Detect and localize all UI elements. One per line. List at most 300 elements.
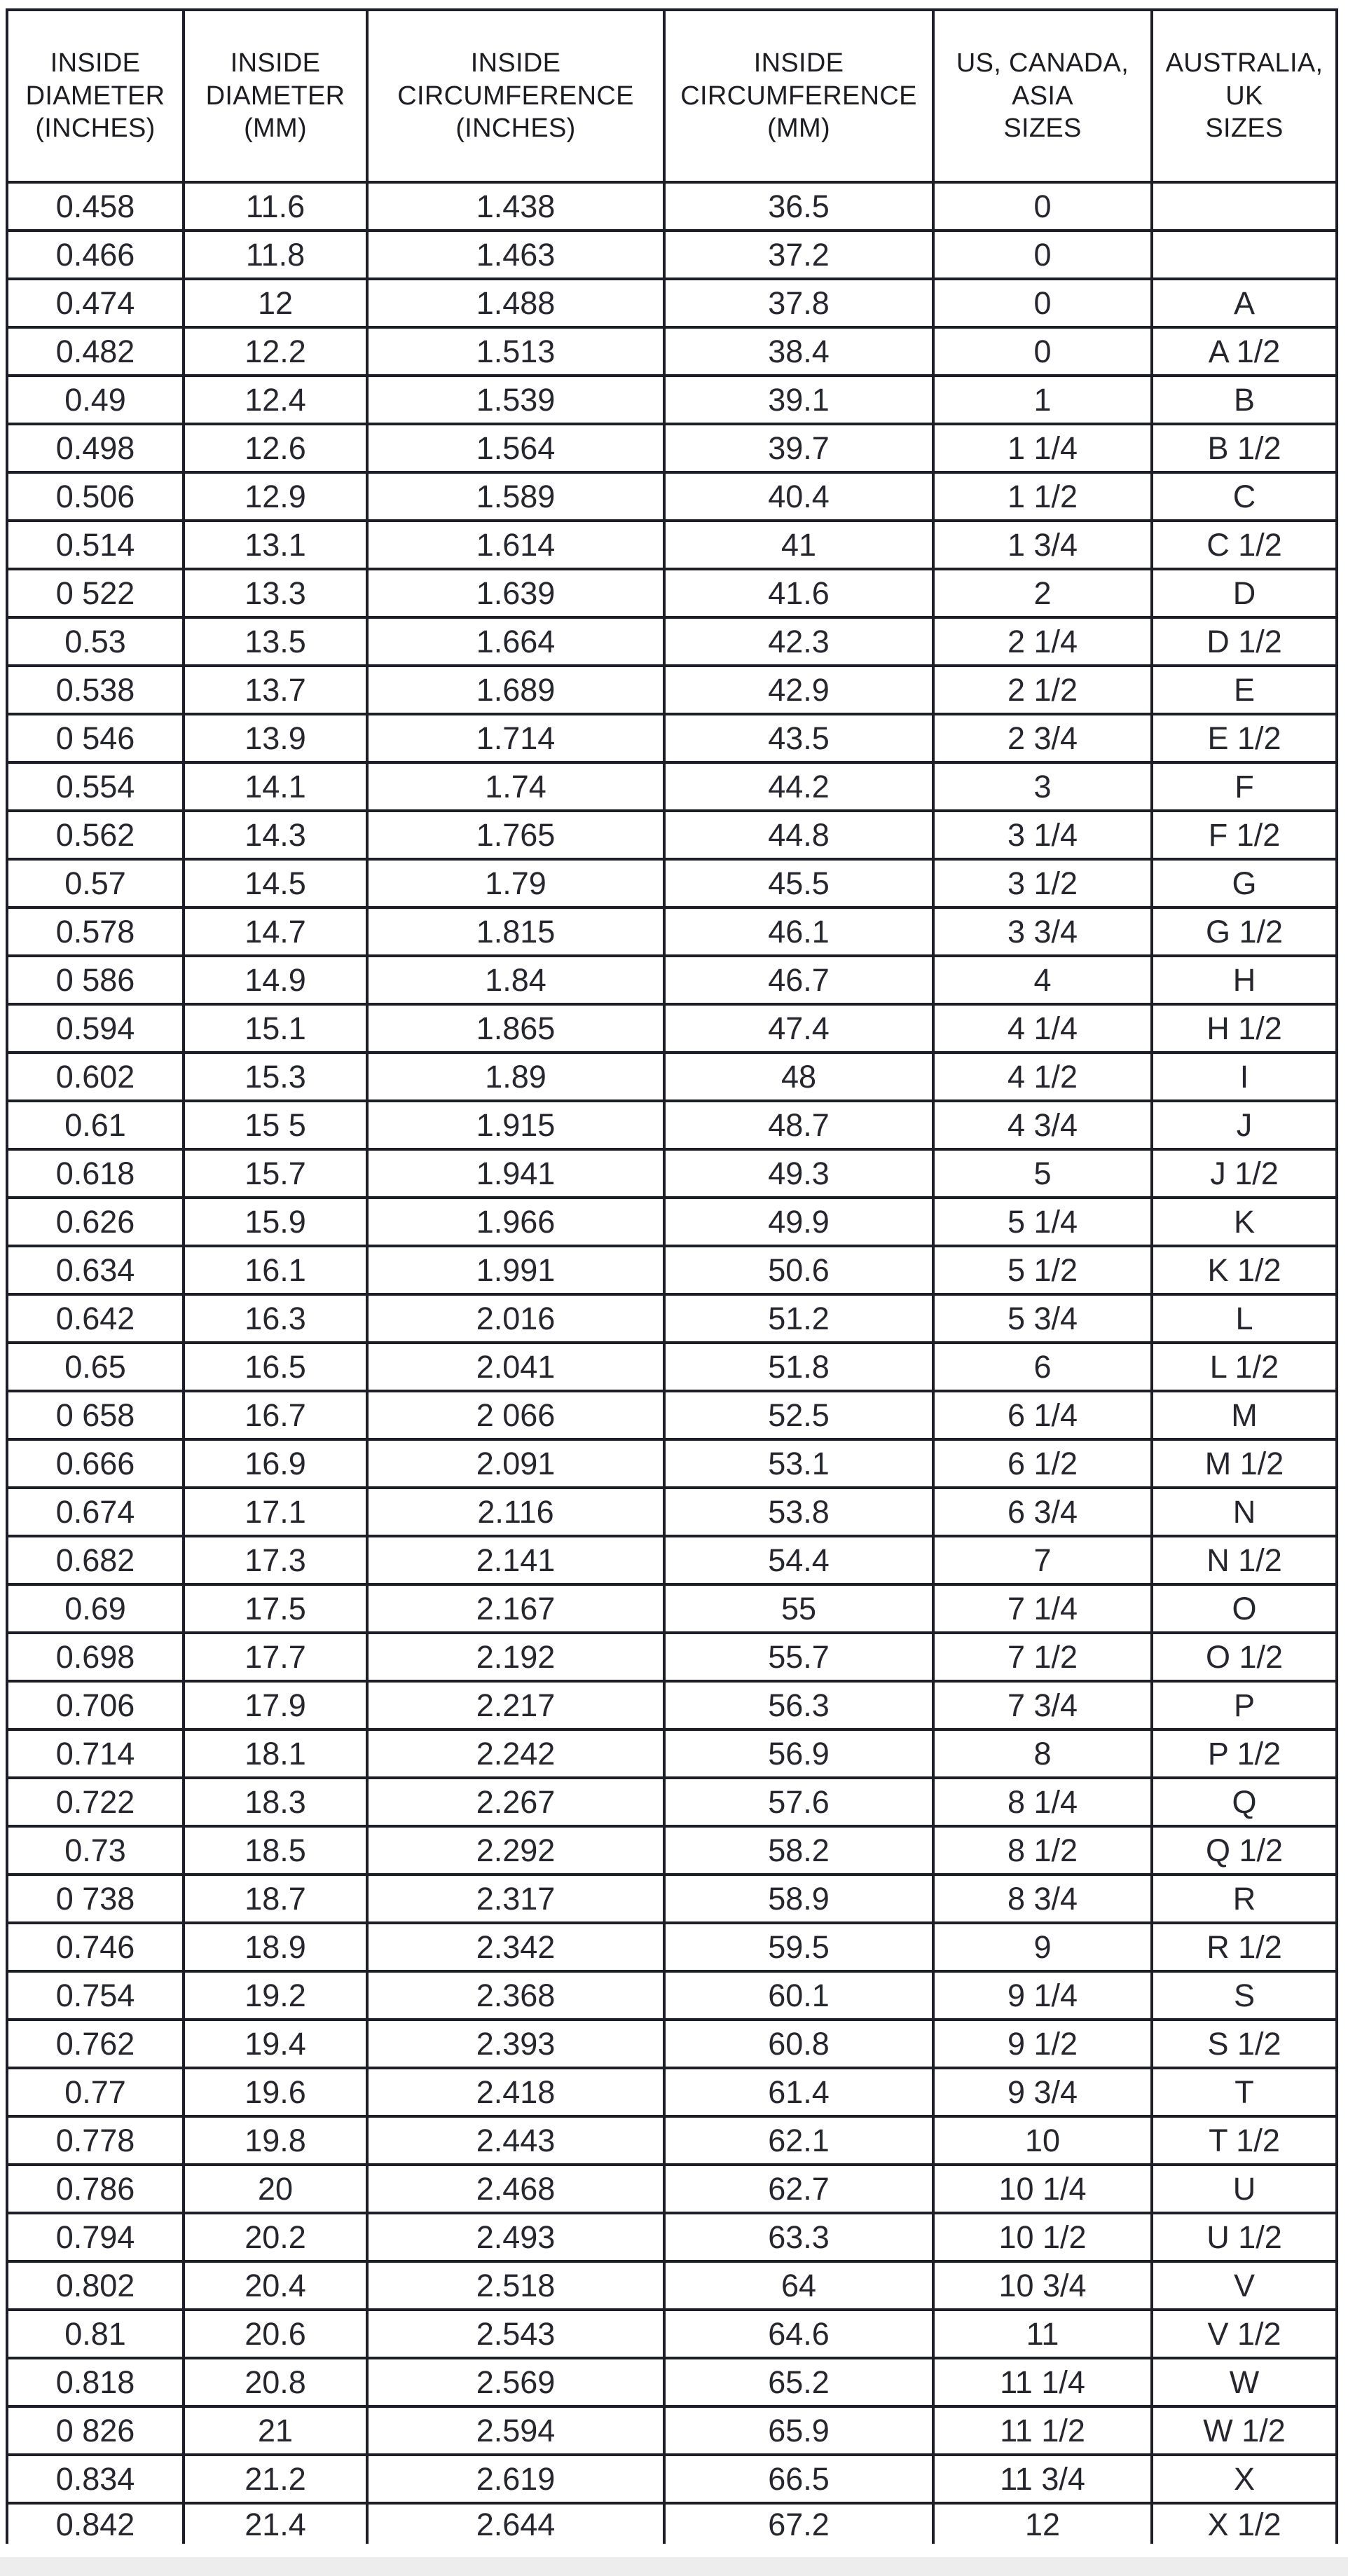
header-line: CIRCUMFERENCE bbox=[680, 81, 917, 111]
us-canada-asia-size-cell: 10 bbox=[933, 2116, 1152, 2165]
table-row bbox=[7, 1053, 1337, 1101]
inside-diameter-mm-cell: 17.3 bbox=[184, 1536, 367, 1584]
table-row bbox=[7, 1294, 1337, 1343]
australia-uk-size-cell: I bbox=[1152, 1053, 1337, 1101]
inside-circumference-inches-cell: 2.267 bbox=[367, 1778, 664, 1826]
us-canada-asia-size-cell: 1 3/4 bbox=[933, 521, 1152, 569]
inside-diameter-mm-cell: 15.7 bbox=[184, 1149, 367, 1198]
inside-circumference-inches-cell: 2.468 bbox=[367, 2165, 664, 2213]
inside-diameter-mm-cell: 13.5 bbox=[184, 617, 367, 666]
table-row bbox=[7, 1439, 1337, 1488]
inside-circumference-mm-cell: 52.5 bbox=[664, 1391, 933, 1439]
us-canada-asia-size-cell: 4 1/4 bbox=[933, 1004, 1152, 1053]
inside-circumference-mm-cell: 42.9 bbox=[664, 666, 933, 714]
inside-diameter-inches-cell: 0 546 bbox=[7, 714, 184, 762]
inside-diameter-inches-cell: 0.578 bbox=[7, 907, 184, 956]
inside-circumference-inches-cell: 1.589 bbox=[367, 472, 664, 521]
table-header bbox=[7, 10, 1337, 182]
inside-diameter-inches-cell: 0.746 bbox=[7, 1923, 184, 1971]
table-row bbox=[7, 762, 1337, 811]
us-canada-asia-size-cell: 8 1/2 bbox=[933, 1826, 1152, 1875]
inside-circumference-inches-cell: 2.368 bbox=[367, 1971, 664, 2020]
inside-circumference-mm-cell: 44.8 bbox=[664, 811, 933, 859]
us-canada-asia-size-cell: 3 1/4 bbox=[933, 811, 1152, 859]
inside-diameter-mm-cell: 20.4 bbox=[184, 2261, 367, 2310]
inside-diameter-inches-cell: 0.77 bbox=[7, 2068, 184, 2116]
table-row bbox=[7, 617, 1337, 666]
inside-circumference-mm-cell: 46.7 bbox=[664, 956, 933, 1004]
australia-uk-size-cell: M bbox=[1152, 1391, 1337, 1439]
inside-diameter-mm-cell: 19.4 bbox=[184, 2020, 367, 2068]
inside-circumference-mm-cell: 67.2 bbox=[664, 2503, 933, 2544]
inside-diameter-mm-cell: 12.6 bbox=[184, 424, 367, 472]
inside-circumference-mm-cell: 62.7 bbox=[664, 2165, 933, 2213]
us-canada-asia-size-cell: 12 bbox=[933, 2503, 1152, 2544]
inside-diameter-mm-cell: 13.3 bbox=[184, 569, 367, 617]
inside-circumference-inches-cell: 1.84 bbox=[367, 956, 664, 1004]
inside-diameter-inches-cell: 0.69 bbox=[7, 1584, 184, 1633]
table-row bbox=[7, 231, 1337, 279]
inside-circumference-mm-cell: 46.1 bbox=[664, 907, 933, 956]
australia-uk-size-cell: X bbox=[1152, 2455, 1337, 2503]
inside-circumference-mm-cell: 58.9 bbox=[664, 1875, 933, 1923]
table-row bbox=[7, 2406, 1337, 2455]
header-line: DIAMETER bbox=[25, 81, 165, 111]
table-row bbox=[7, 2261, 1337, 2310]
us-canada-asia-size-cell: 3 bbox=[933, 762, 1152, 811]
inside-circumference-mm-cell: 64.6 bbox=[664, 2310, 933, 2358]
inside-circumference-mm-cell: 63.3 bbox=[664, 2213, 933, 2261]
us-canada-asia-size-cell: 6 3/4 bbox=[933, 1488, 1152, 1536]
inside-diameter-inches-cell: 0.786 bbox=[7, 2165, 184, 2213]
table-row bbox=[7, 376, 1337, 424]
inside-diameter-mm-cell: 16.9 bbox=[184, 1439, 367, 1488]
table-row bbox=[7, 1101, 1337, 1149]
table-row bbox=[7, 1343, 1337, 1391]
australia-uk-size-cell: R bbox=[1152, 1875, 1337, 1923]
us-canada-asia-size-cell: 0 bbox=[933, 327, 1152, 376]
table-row bbox=[7, 1004, 1337, 1053]
australia-uk-size-cell: J bbox=[1152, 1101, 1337, 1149]
us-canada-asia-size-cell: 4 3/4 bbox=[933, 1101, 1152, 1149]
inside-diameter-inches-cell: 0.842 bbox=[7, 2503, 184, 2544]
inside-diameter-inches-cell: 0.714 bbox=[7, 1729, 184, 1778]
inside-diameter-mm-cell: 14.5 bbox=[184, 859, 367, 907]
header-inside-circumference-inches bbox=[367, 10, 664, 182]
inside-diameter-inches-cell: 0.818 bbox=[7, 2358, 184, 2406]
header-inside-diameter-inches bbox=[7, 10, 184, 182]
inside-circumference-mm-cell: 41 bbox=[664, 521, 933, 569]
table-row bbox=[7, 424, 1337, 472]
header-line: INSIDE bbox=[753, 48, 844, 78]
us-canada-asia-size-cell: 10 3/4 bbox=[933, 2261, 1152, 2310]
inside-circumference-inches-cell: 1.915 bbox=[367, 1101, 664, 1149]
australia-uk-size-cell: G bbox=[1152, 859, 1337, 907]
inside-diameter-mm-cell: 16.5 bbox=[184, 1343, 367, 1391]
us-canada-asia-size-cell: 0 bbox=[933, 182, 1152, 231]
inside-circumference-mm-cell: 55 bbox=[664, 1584, 933, 1633]
australia-uk-size-cell: F 1/2 bbox=[1152, 811, 1337, 859]
inside-circumference-mm-cell: 66.5 bbox=[664, 2455, 933, 2503]
inside-diameter-mm-cell: 11.8 bbox=[184, 231, 367, 279]
australia-uk-size-cell: P 1/2 bbox=[1152, 1729, 1337, 1778]
inside-circumference-inches-cell: 2.569 bbox=[367, 2358, 664, 2406]
inside-circumference-mm-cell: 54.4 bbox=[664, 1536, 933, 1584]
inside-diameter-mm-cell: 12.9 bbox=[184, 472, 367, 521]
table-row bbox=[7, 907, 1337, 956]
us-canada-asia-size-cell: 3 3/4 bbox=[933, 907, 1152, 956]
inside-diameter-inches-cell: 0.754 bbox=[7, 1971, 184, 2020]
us-canada-asia-size-cell: 7 3/4 bbox=[933, 1681, 1152, 1729]
australia-uk-size-cell: P bbox=[1152, 1681, 1337, 1729]
australia-uk-size-cell: N bbox=[1152, 1488, 1337, 1536]
us-canada-asia-size-cell: 7 1/4 bbox=[933, 1584, 1152, 1633]
us-canada-asia-size-cell: 5 1/4 bbox=[933, 1198, 1152, 1246]
australia-uk-size-cell: U bbox=[1152, 2165, 1337, 2213]
inside-diameter-inches-cell: 0.466 bbox=[7, 231, 184, 279]
inside-diameter-mm-cell: 18.9 bbox=[184, 1923, 367, 1971]
inside-diameter-mm-cell: 18.5 bbox=[184, 1826, 367, 1875]
inside-diameter-mm-cell: 21.4 bbox=[184, 2503, 367, 2544]
inside-diameter-inches-cell: 0.482 bbox=[7, 327, 184, 376]
inside-diameter-inches-cell: 0 738 bbox=[7, 1875, 184, 1923]
inside-circumference-inches-cell: 1.639 bbox=[367, 569, 664, 617]
header-line: (MM) bbox=[244, 114, 307, 144]
header-row bbox=[7, 10, 1337, 182]
inside-circumference-inches-cell: 1.564 bbox=[367, 424, 664, 472]
us-canada-asia-size-cell: 5 3/4 bbox=[933, 1294, 1152, 1343]
inside-diameter-inches-cell: 0.674 bbox=[7, 1488, 184, 1536]
inside-circumference-mm-cell: 64 bbox=[664, 2261, 933, 2310]
inside-diameter-inches-cell: 0.642 bbox=[7, 1294, 184, 1343]
australia-uk-size-cell bbox=[1152, 231, 1337, 279]
us-canada-asia-size-cell: 8 bbox=[933, 1729, 1152, 1778]
inside-circumference-inches-cell: 1.539 bbox=[367, 376, 664, 424]
inside-circumference-inches-cell: 2.594 bbox=[367, 2406, 664, 2455]
header-line: INSIDE bbox=[50, 48, 141, 78]
australia-uk-size-cell: O bbox=[1152, 1584, 1337, 1633]
inside-diameter-mm-cell: 18.7 bbox=[184, 1875, 367, 1923]
australia-uk-size-cell: H bbox=[1152, 956, 1337, 1004]
inside-diameter-mm-cell: 17.9 bbox=[184, 1681, 367, 1729]
inside-circumference-inches-cell: 2.292 bbox=[367, 1826, 664, 1875]
header-line: (INCHES) bbox=[35, 114, 156, 144]
table-row bbox=[7, 1875, 1337, 1923]
inside-diameter-inches-cell: 0 658 bbox=[7, 1391, 184, 1439]
table-row bbox=[7, 1246, 1337, 1294]
inside-circumference-inches-cell: 2.393 bbox=[367, 2020, 664, 2068]
inside-circumference-mm-cell: 44.2 bbox=[664, 762, 933, 811]
header-line: AUSTRALIA, bbox=[1165, 48, 1323, 78]
inside-circumference-inches-cell: 1.79 bbox=[367, 859, 664, 907]
us-canada-asia-size-cell: 1 1/4 bbox=[933, 424, 1152, 472]
table-row bbox=[7, 1681, 1337, 1729]
us-canada-asia-size-cell: 5 1/2 bbox=[933, 1246, 1152, 1294]
inside-diameter-inches-cell: 0.57 bbox=[7, 859, 184, 907]
us-canada-asia-size-cell: 2 1/2 bbox=[933, 666, 1152, 714]
inside-diameter-inches-cell: 0.602 bbox=[7, 1053, 184, 1101]
header-inside-diameter-mm bbox=[184, 10, 367, 182]
australia-uk-size-cell: Q 1/2 bbox=[1152, 1826, 1337, 1875]
inside-circumference-mm-cell: 51.2 bbox=[664, 1294, 933, 1343]
inside-circumference-inches-cell: 1.438 bbox=[367, 182, 664, 231]
inside-circumference-mm-cell: 57.6 bbox=[664, 1778, 933, 1826]
inside-circumference-mm-cell: 62.1 bbox=[664, 2116, 933, 2165]
inside-diameter-inches-cell: 0.49 bbox=[7, 376, 184, 424]
table-row bbox=[7, 1971, 1337, 2020]
inside-circumference-mm-cell: 48 bbox=[664, 1053, 933, 1101]
inside-circumference-mm-cell: 61.4 bbox=[664, 2068, 933, 2116]
inside-diameter-mm-cell: 14.7 bbox=[184, 907, 367, 956]
inside-diameter-inches-cell: 0.706 bbox=[7, 1681, 184, 1729]
table-row bbox=[7, 1584, 1337, 1633]
header-line: ASIA bbox=[1012, 81, 1073, 111]
inside-diameter-inches-cell: 0.682 bbox=[7, 1536, 184, 1584]
inside-diameter-mm-cell: 13.1 bbox=[184, 521, 367, 569]
inside-circumference-inches-cell: 1.815 bbox=[367, 907, 664, 956]
us-canada-asia-size-cell: 9 1/2 bbox=[933, 2020, 1152, 2068]
inside-circumference-mm-cell: 59.5 bbox=[664, 1923, 933, 1971]
inside-diameter-mm-cell: 17.7 bbox=[184, 1633, 367, 1681]
table-row bbox=[7, 1149, 1337, 1198]
australia-uk-size-cell: H 1/2 bbox=[1152, 1004, 1337, 1053]
inside-diameter-mm-cell: 21.2 bbox=[184, 2455, 367, 2503]
inside-circumference-mm-cell: 53.1 bbox=[664, 1439, 933, 1488]
inside-circumference-mm-cell: 40.4 bbox=[664, 472, 933, 521]
inside-circumference-inches-cell: 2.016 bbox=[367, 1294, 664, 1343]
inside-circumference-inches-cell: 1.463 bbox=[367, 231, 664, 279]
inside-circumference-inches-cell: 2.217 bbox=[367, 1681, 664, 1729]
inside-circumference-mm-cell: 53.8 bbox=[664, 1488, 933, 1536]
inside-circumference-inches-cell: 1.966 bbox=[367, 1198, 664, 1246]
header-us-canada-asia-sizes bbox=[933, 10, 1152, 182]
header-line: SIZES bbox=[1205, 114, 1284, 144]
table-row bbox=[7, 2165, 1337, 2213]
inside-circumference-inches-cell: 1.74 bbox=[367, 762, 664, 811]
inside-circumference-inches-cell: 2.192 bbox=[367, 1633, 664, 1681]
inside-circumference-mm-cell: 65.2 bbox=[664, 2358, 933, 2406]
australia-uk-size-cell: N 1/2 bbox=[1152, 1536, 1337, 1584]
table-row bbox=[7, 521, 1337, 569]
header-australia-uk-sizes bbox=[1152, 10, 1337, 182]
table-row bbox=[7, 182, 1337, 231]
inside-circumference-mm-cell: 37.8 bbox=[664, 279, 933, 327]
inside-circumference-mm-cell: 49.9 bbox=[664, 1198, 933, 1246]
australia-uk-size-cell: V bbox=[1152, 2261, 1337, 2310]
us-canada-asia-size-cell: 9 1/4 bbox=[933, 1971, 1152, 2020]
inside-circumference-mm-cell: 36.5 bbox=[664, 182, 933, 231]
inside-circumference-inches-cell: 1.991 bbox=[367, 1246, 664, 1294]
australia-uk-size-cell bbox=[1152, 182, 1337, 231]
us-canada-asia-size-cell: 3 1/2 bbox=[933, 859, 1152, 907]
australia-uk-size-cell: W 1/2 bbox=[1152, 2406, 1337, 2455]
inside-diameter-inches-cell: 0.506 bbox=[7, 472, 184, 521]
inside-circumference-inches-cell: 2.167 bbox=[367, 1584, 664, 1633]
inside-diameter-inches-cell: 0.498 bbox=[7, 424, 184, 472]
inside-circumference-inches-cell: 2.041 bbox=[367, 1343, 664, 1391]
table-row bbox=[7, 279, 1337, 327]
header-line: (INCHES) bbox=[455, 114, 576, 144]
inside-diameter-mm-cell: 20 bbox=[184, 2165, 367, 2213]
inside-circumference-inches-cell: 2.141 bbox=[367, 1536, 664, 1584]
inside-diameter-mm-cell: 20.2 bbox=[184, 2213, 367, 2261]
table-row bbox=[7, 1729, 1337, 1778]
australia-uk-size-cell: X 1/2 bbox=[1152, 2503, 1337, 2544]
australia-uk-size-cell: C bbox=[1152, 472, 1337, 521]
us-canada-asia-size-cell: 11 1/2 bbox=[933, 2406, 1152, 2455]
inside-diameter-mm-cell: 11.6 bbox=[184, 182, 367, 231]
table-row bbox=[7, 1536, 1337, 1584]
australia-uk-size-cell: R 1/2 bbox=[1152, 1923, 1337, 1971]
inside-diameter-inches-cell: 0.802 bbox=[7, 2261, 184, 2310]
us-canada-asia-size-cell: 8 1/4 bbox=[933, 1778, 1152, 1826]
inside-circumference-mm-cell: 56.3 bbox=[664, 1681, 933, 1729]
us-canada-asia-size-cell: 4 1/2 bbox=[933, 1053, 1152, 1101]
australia-uk-size-cell: T bbox=[1152, 2068, 1337, 2116]
australia-uk-size-cell: F bbox=[1152, 762, 1337, 811]
inside-diameter-mm-cell: 21 bbox=[184, 2406, 367, 2455]
inside-circumference-inches-cell: 1.865 bbox=[367, 1004, 664, 1053]
inside-diameter-mm-cell: 15.9 bbox=[184, 1198, 367, 1246]
us-canada-asia-size-cell: 9 bbox=[933, 1923, 1152, 1971]
inside-circumference-mm-cell: 56.9 bbox=[664, 1729, 933, 1778]
table-row bbox=[7, 2213, 1337, 2261]
ring-size-table bbox=[6, 8, 1338, 2544]
australia-uk-size-cell: S 1/2 bbox=[1152, 2020, 1337, 2068]
table-row bbox=[7, 2068, 1337, 2116]
us-canada-asia-size-cell: 2 1/4 bbox=[933, 617, 1152, 666]
us-canada-asia-size-cell: 7 bbox=[933, 1536, 1152, 1584]
inside-diameter-inches-cell: 0.698 bbox=[7, 1633, 184, 1681]
australia-uk-size-cell: Q bbox=[1152, 1778, 1337, 1826]
us-canada-asia-size-cell: 4 bbox=[933, 956, 1152, 1004]
inside-circumference-inches-cell: 2.493 bbox=[367, 2213, 664, 2261]
table-row bbox=[7, 1198, 1337, 1246]
inside-diameter-mm-cell: 15.3 bbox=[184, 1053, 367, 1101]
inside-diameter-mm-cell: 12 bbox=[184, 279, 367, 327]
australia-uk-size-cell: L bbox=[1152, 1294, 1337, 1343]
inside-diameter-inches-cell: 0.666 bbox=[7, 1439, 184, 1488]
table-row bbox=[7, 327, 1337, 376]
inside-circumference-mm-cell: 50.6 bbox=[664, 1246, 933, 1294]
header-line: US, CANADA, bbox=[956, 48, 1129, 78]
inside-circumference-mm-cell: 39.7 bbox=[664, 424, 933, 472]
australia-uk-size-cell: U 1/2 bbox=[1152, 2213, 1337, 2261]
inside-diameter-mm-cell: 14.1 bbox=[184, 762, 367, 811]
inside-circumference-inches-cell: 1.614 bbox=[367, 521, 664, 569]
table-row bbox=[7, 666, 1337, 714]
australia-uk-size-cell: B bbox=[1152, 376, 1337, 424]
header-line: INSIDE bbox=[230, 48, 321, 78]
us-canada-asia-size-cell: 10 1/2 bbox=[933, 2213, 1152, 2261]
inside-diameter-inches-cell: 0.634 bbox=[7, 1246, 184, 1294]
table-row bbox=[7, 2455, 1337, 2503]
us-canada-asia-size-cell: 5 bbox=[933, 1149, 1152, 1198]
inside-circumference-inches-cell: 1.941 bbox=[367, 1149, 664, 1198]
inside-diameter-inches-cell: 0.834 bbox=[7, 2455, 184, 2503]
inside-circumference-mm-cell: 51.8 bbox=[664, 1343, 933, 1391]
us-canada-asia-size-cell: 8 3/4 bbox=[933, 1875, 1152, 1923]
inside-diameter-inches-cell: 0.514 bbox=[7, 521, 184, 569]
australia-uk-size-cell: V 1/2 bbox=[1152, 2310, 1337, 2358]
australia-uk-size-cell: L 1/2 bbox=[1152, 1343, 1337, 1391]
inside-diameter-mm-cell: 17.1 bbox=[184, 1488, 367, 1536]
inside-diameter-mm-cell: 14.9 bbox=[184, 956, 367, 1004]
australia-uk-size-cell: J 1/2 bbox=[1152, 1149, 1337, 1198]
inside-diameter-mm-cell: 18.3 bbox=[184, 1778, 367, 1826]
table-row bbox=[7, 1391, 1337, 1439]
inside-diameter-mm-cell: 16.7 bbox=[184, 1391, 367, 1439]
inside-circumference-inches-cell: 2.342 bbox=[367, 1923, 664, 1971]
inside-diameter-mm-cell: 16.1 bbox=[184, 1246, 367, 1294]
inside-diameter-inches-cell: 0.722 bbox=[7, 1778, 184, 1826]
us-canada-asia-size-cell: 6 1/2 bbox=[933, 1439, 1152, 1488]
table-body bbox=[7, 182, 1337, 2544]
table-row bbox=[7, 1923, 1337, 1971]
inside-circumference-mm-cell: 49.3 bbox=[664, 1149, 933, 1198]
australia-uk-size-cell: K 1/2 bbox=[1152, 1246, 1337, 1294]
inside-diameter-mm-cell: 19.8 bbox=[184, 2116, 367, 2165]
australia-uk-size-cell: C 1/2 bbox=[1152, 521, 1337, 569]
inside-circumference-inches-cell: 1.89 bbox=[367, 1053, 664, 1101]
australia-uk-size-cell: T 1/2 bbox=[1152, 2116, 1337, 2165]
table-row bbox=[7, 1633, 1337, 1681]
inside-diameter-inches-cell: 0.65 bbox=[7, 1343, 184, 1391]
inside-circumference-mm-cell: 41.6 bbox=[664, 569, 933, 617]
inside-circumference-inches-cell: 1.488 bbox=[367, 279, 664, 327]
header-inside-circumference-mm bbox=[664, 10, 933, 182]
us-canada-asia-size-cell: 0 bbox=[933, 231, 1152, 279]
inside-circumference-inches-cell: 2.443 bbox=[367, 2116, 664, 2165]
us-canada-asia-size-cell: 6 1/4 bbox=[933, 1391, 1152, 1439]
inside-circumference-mm-cell: 42.3 bbox=[664, 617, 933, 666]
inside-diameter-inches-cell: 0.538 bbox=[7, 666, 184, 714]
australia-uk-size-cell: M 1/2 bbox=[1152, 1439, 1337, 1488]
table-row bbox=[7, 2020, 1337, 2068]
australia-uk-size-cell: G 1/2 bbox=[1152, 907, 1337, 956]
inside-circumference-mm-cell: 43.5 bbox=[664, 714, 933, 762]
australia-uk-size-cell: K bbox=[1152, 1198, 1337, 1246]
table-row bbox=[7, 811, 1337, 859]
inside-circumference-inches-cell: 1.689 bbox=[367, 666, 664, 714]
inside-circumference-inches-cell: 1.714 bbox=[367, 714, 664, 762]
inside-circumference-inches-cell: 2.418 bbox=[367, 2068, 664, 2116]
australia-uk-size-cell: O 1/2 bbox=[1152, 1633, 1337, 1681]
table-row bbox=[7, 472, 1337, 521]
inside-circumference-mm-cell: 58.2 bbox=[664, 1826, 933, 1875]
us-canada-asia-size-cell: 2 3/4 bbox=[933, 714, 1152, 762]
inside-circumference-inches-cell: 2 066 bbox=[367, 1391, 664, 1439]
inside-circumference-inches-cell: 2.518 bbox=[367, 2261, 664, 2310]
inside-circumference-inches-cell: 2.644 bbox=[367, 2503, 664, 2544]
table-row bbox=[7, 2503, 1337, 2544]
header-line: UK bbox=[1225, 81, 1263, 111]
inside-diameter-inches-cell: 0.73 bbox=[7, 1826, 184, 1875]
inside-circumference-inches-cell: 2.091 bbox=[367, 1439, 664, 1488]
table-row bbox=[7, 569, 1337, 617]
inside-diameter-inches-cell: 0 586 bbox=[7, 956, 184, 1004]
inside-circumference-inches-cell: 2.543 bbox=[367, 2310, 664, 2358]
inside-diameter-inches-cell: 0.778 bbox=[7, 2116, 184, 2165]
inside-circumference-mm-cell: 47.4 bbox=[664, 1004, 933, 1053]
us-canada-asia-size-cell: 1 bbox=[933, 376, 1152, 424]
us-canada-asia-size-cell: 11 bbox=[933, 2310, 1152, 2358]
inside-diameter-inches-cell: 0.458 bbox=[7, 182, 184, 231]
inside-diameter-mm-cell: 17.5 bbox=[184, 1584, 367, 1633]
us-canada-asia-size-cell: 2 bbox=[933, 569, 1152, 617]
table-row bbox=[7, 1488, 1337, 1536]
us-canada-asia-size-cell: 6 bbox=[933, 1343, 1152, 1391]
